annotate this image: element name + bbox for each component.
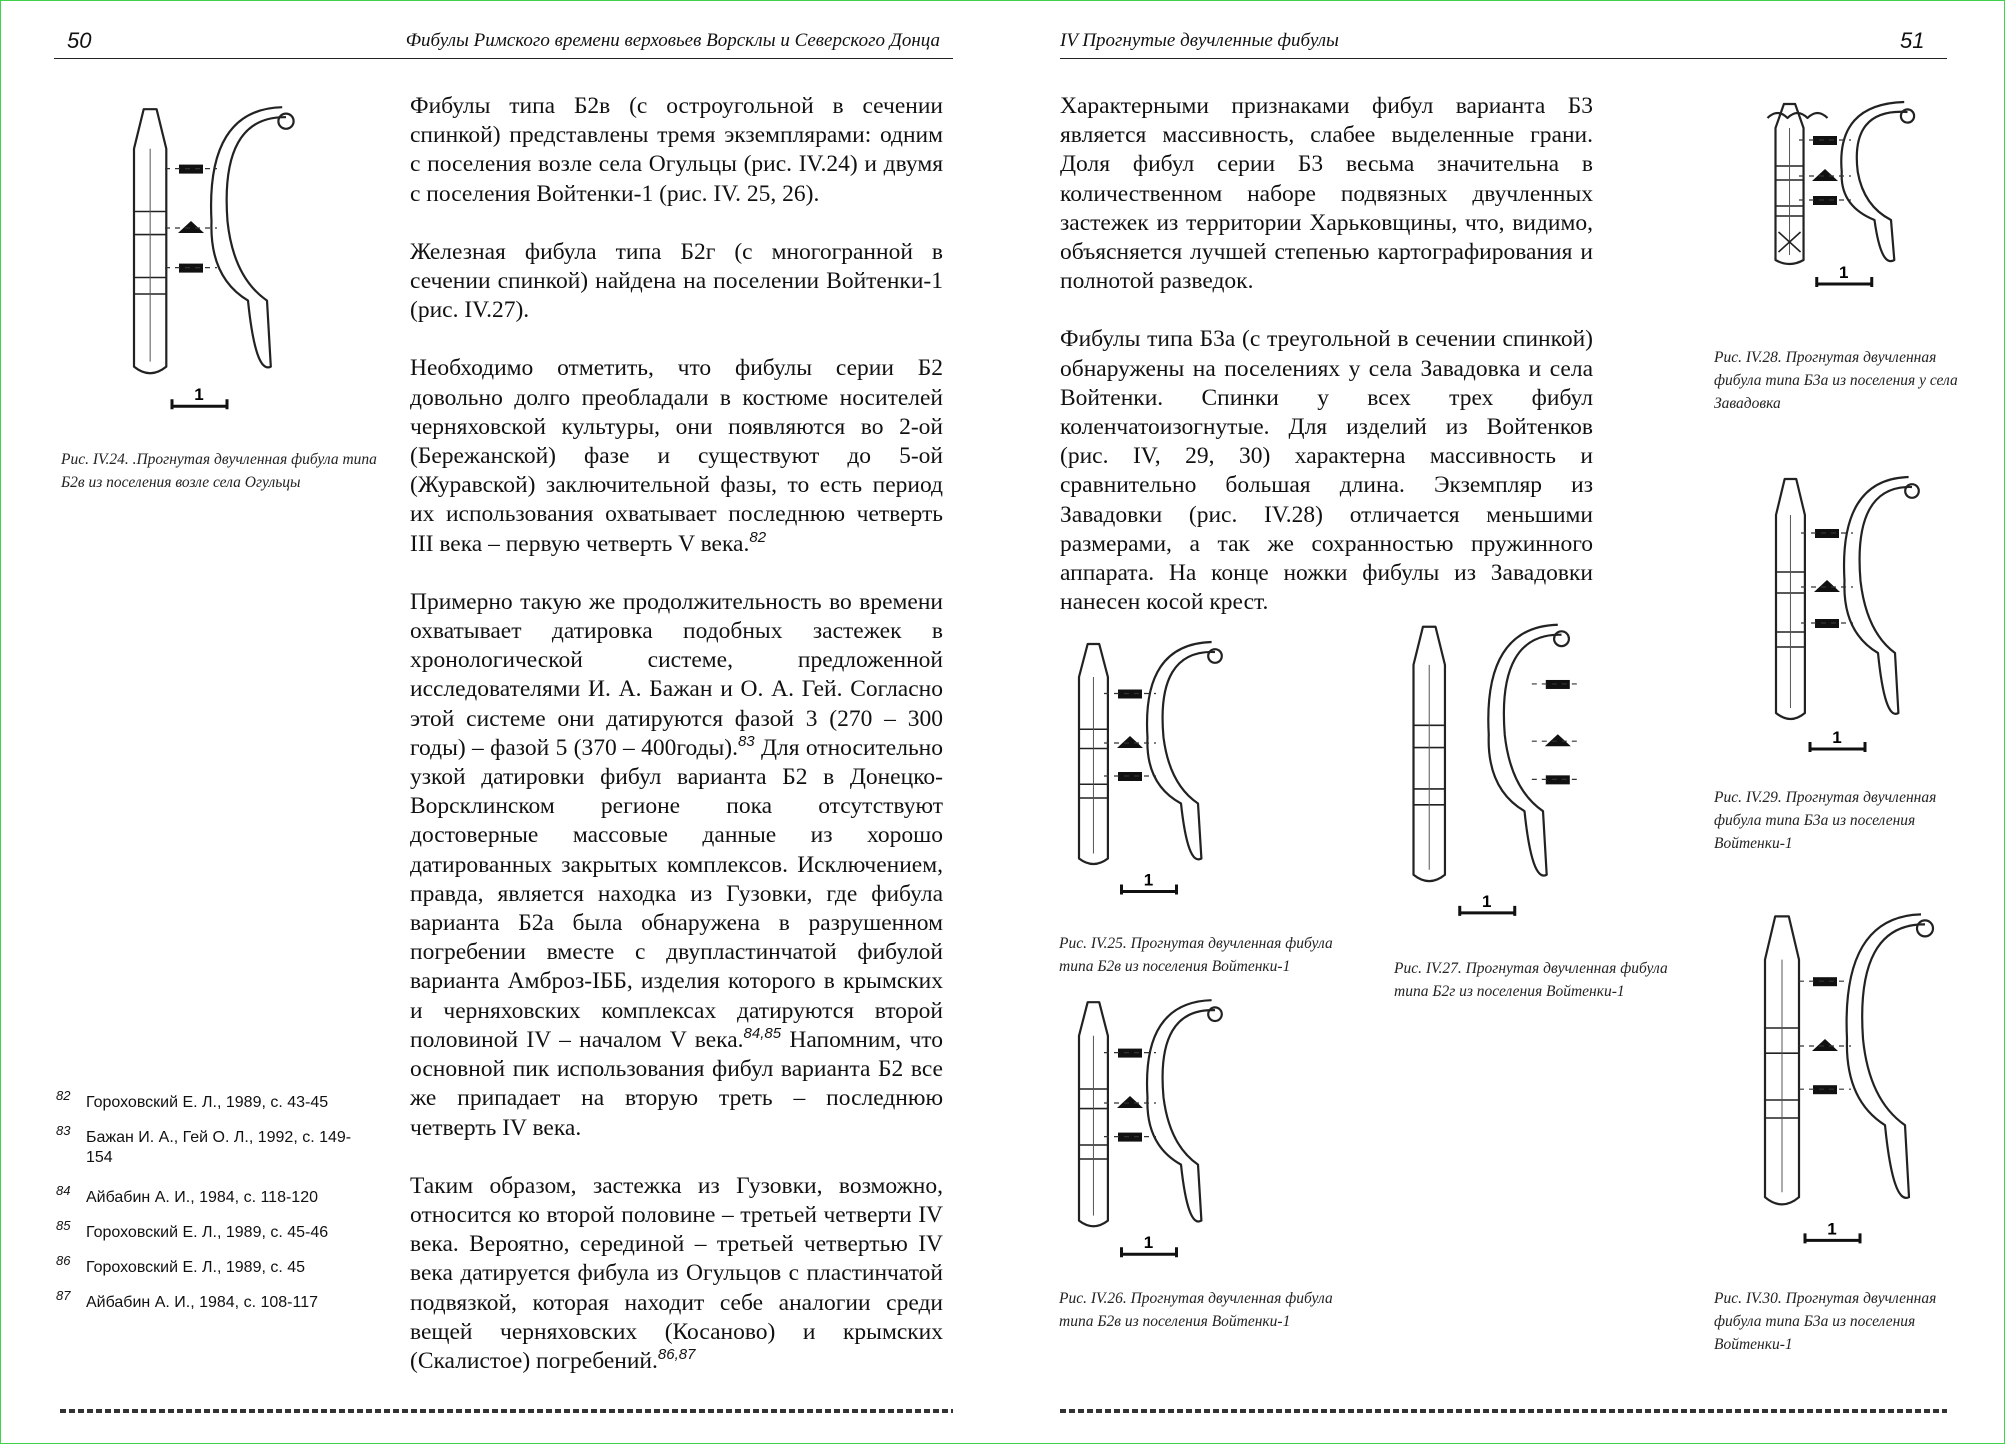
footnote-reference[interactable]: 82 <box>749 528 767 546</box>
scale-bar-label: 1 <box>1832 728 1842 747</box>
footer-rule-right <box>1060 1409 1947 1413</box>
cross-section <box>1545 734 1571 746</box>
figure-iv-30 <box>1745 902 1945 1267</box>
footnote-text: Айбабин А. И., 1984, с. 108-117 <box>86 1294 318 1311</box>
footnote-text: Гороховский Е. Л., 1989, с. 45 <box>86 1259 306 1276</box>
scale-bar-label: 1 <box>1143 1233 1154 1253</box>
footnote <box>56 1123 376 1168</box>
cross-section <box>1814 580 1840 592</box>
fibula-drawing <box>1759 467 1929 767</box>
cross-section <box>178 221 204 233</box>
figure-caption-iv-28: Рис. IV.28. Прогнутая двучленная фибула типа Б3а из поселения у села Завадовка <box>1714 349 1958 412</box>
right-page-number: 51 <box>1900 28 1925 53</box>
fibula-profile-view <box>211 107 286 367</box>
paragraph <box>410 354 943 558</box>
paragraph-text: Для относительно узкой датировки фибул варианта Б2 в Донецко-Ворсклинском регионе пока отсутствуют достоверные массовые данные из хорошо датированных закрытых комплексов. Исключением, правда, является находка из Гузовки, где фибула варианта Б2а была обнаружена в разрушенном погребении вместе с двупластинчатой фибулой варианта Амброз-IББ, изделия которого в крымских и черняховских комплексах датируются второй половиной IV – началом V века. <box>410 734 943 1053</box>
paragraph-text: Таким образом, застежка из Гузовки, возможно, относится ко второй половине – третьей четверти IV века. Вероятно, серединой – третьей четвертью IV века датируется фибула из Огульцов с пластинчатой подвязкой, которая находит себе аналогии среди вещей черняховских (Косаново) и крымских (Скалистое) погребений. <box>410 1172 943 1374</box>
footnote-reference[interactable]: 84,85 <box>743 1025 782 1043</box>
figure-caption-iv-24: Рис. IV.24. .Прогнутая двучленная фибула типа Б2в из поселения возле села Огульцы <box>61 451 377 491</box>
paragraph <box>410 92 943 209</box>
fibula-profile-view <box>1147 1000 1215 1221</box>
footnote-number: 87 <box>56 1288 71 1303</box>
right-running-title: IV Прогнутые двучленные фибулы <box>1060 30 1339 51</box>
footnote-reference[interactable]: 83 <box>737 733 755 751</box>
paragraph-text: Характерными признаками фибул варианта Б3 является массивность, слабее выделенные грани. Доля фибул серии Б3 весьма значительна в количественном наборе подвязных двучленных застежек из территории Харьковщины, что, видимо, объясняется лучшей степенью картографирования и полнотой разведок. <box>1060 93 1593 295</box>
fibula-profile-view <box>1847 914 1925 1198</box>
footnote <box>56 1088 376 1113</box>
footnote-text: Гороховский Е. Л., 1989, с. 45-46 <box>86 1224 329 1241</box>
footnote-number: 85 <box>56 1218 71 1233</box>
figure-caption-iv-27: Рис. IV.27. Прогнутая двучленная фибула типа Б2г из поселения Войтенки-1 <box>1394 960 1668 1000</box>
fibula-profile-view <box>1147 642 1215 859</box>
footnote <box>56 1183 376 1208</box>
fibula-drawing <box>115 96 305 426</box>
footnote-text: Гороховский Е. Л., 1989, с. 43-45 <box>86 1094 329 1111</box>
fibula-drawing <box>1062 991 1232 1271</box>
scale-bar-label: 1 <box>1827 1219 1837 1239</box>
paragraph-text: Необходимо отметить, что фибулы серии Б2 довольно долго преобладали в костюме носителей черняховской культуры, они появляются во 2-ой (Бережанской) фазе и существуют до 5-ой (Журавской) заключительной фазы, то есть период их использования охватывает последнюю четверть III века – первую четверть V века. <box>410 355 943 557</box>
left-running-title: Фибулы Римского времени верховьев Ворсклы и Северского Донца <box>405 30 940 51</box>
paragraph <box>1060 325 1593 617</box>
fibula-drawing <box>1062 633 1232 908</box>
footnote-reference[interactable]: 86,87 <box>657 1346 696 1364</box>
paragraph <box>1060 92 1593 296</box>
fibula-drawing <box>1759 96 1924 296</box>
fibula-profile-view <box>1844 477 1912 714</box>
scale-bar-label: 1 <box>1839 263 1849 282</box>
fibula-profile-view <box>1841 102 1907 261</box>
figure-iv-24 <box>115 96 305 431</box>
fibula-drawing <box>1745 902 1945 1262</box>
footnote <box>56 1288 376 1313</box>
left-body-text <box>410 92 943 1405</box>
header-rule-right <box>1060 58 1947 59</box>
cross-section <box>1117 1096 1143 1108</box>
footer-rule-left <box>60 1409 953 1413</box>
paragraph <box>410 238 943 326</box>
footnote-number: 86 <box>56 1253 71 1268</box>
cross-section <box>1117 736 1143 748</box>
header-rule-left <box>54 58 953 59</box>
left-page-number: 50 <box>67 28 92 53</box>
figure-caption-iv-30: Рис. IV.30. Прогнутая двучленная фибула типа Б3а из поселения Войтенки-1 <box>1714 1290 1937 1353</box>
figure-caption-iv-25: Рис. IV.25. Прогнутая двучленная фибула типа Б2в из поселения Войтенки-1 <box>1059 935 1333 975</box>
figure-iv-29 <box>1759 467 1929 772</box>
paragraph <box>410 588 943 1143</box>
figure-caption-iv-26: Рис. IV.26. Прогнутая двучленная фибула типа Б2в из поселения Войтенки-1 <box>1059 1290 1333 1330</box>
fibula-drawing <box>1395 614 1580 932</box>
spring-eye <box>278 114 293 129</box>
figure-iv-26 <box>1062 991 1232 1276</box>
figure-iv-28 <box>1759 96 1924 301</box>
footnote-text: Бажан И. А., Гей О. Л., 1992, с. 149-154 <box>86 1129 352 1166</box>
spring-coil <box>1768 113 1828 118</box>
footnote-number: 83 <box>56 1123 71 1138</box>
scale-bar-label: 1 <box>1143 870 1154 890</box>
spring-eye <box>1554 631 1569 646</box>
footnote-number: 82 <box>56 1088 71 1103</box>
figure-caption-iv-29: Рис. IV.29. Прогнутая двучленная фибула типа Б3а из поселения Войтенки-1 <box>1714 789 1937 852</box>
cross-section <box>1812 169 1838 181</box>
paragraph <box>410 1172 943 1376</box>
figure-iv-27 <box>1395 614 1580 937</box>
footnote <box>56 1253 376 1278</box>
spring-eye <box>1917 920 1933 936</box>
paragraph-text: Примерно такую же продолжительность во времени охватывает датировка подобных застежек в хронологической системе, предложенной исследователями И. А. Бажан и О. А. Гей. Согласно этой системе они датируются фазой 3 (270 – 300 годы) – фазой 5 (370 – 400годы). <box>410 588 943 761</box>
scale-bar-label: 1 <box>194 385 204 405</box>
right-body-text <box>1060 92 1593 646</box>
cross-section <box>1812 1039 1838 1051</box>
footnote-text: Айбабин А. И., 1984, с. 118-120 <box>86 1189 318 1206</box>
paragraph-text: Железная фибула типа Б2г (с многогранной в сечении спинкой) найдена на поселении Войтенки-1 (рис. IV.27). <box>410 238 943 324</box>
fibula-profile-view <box>1488 625 1561 876</box>
scale-bar-label: 1 <box>1482 891 1492 911</box>
paragraph-text: Фибулы типа Б3а (с треугольной в сечении спинкой) обнаружены на поселениях у села Завадовка и села Войтенки. Спинки у всех трех фибул коленчатоизогнутые. Для изделий из Войтенков (рис. IV, 29, 30) характерна массивность и сравнительно большая длина. Экземпляр из Завадовки (рис. IV.28) отличается меньшими размерами, а так же сохранностью пружинного аппарата. На конце ножки фибулы из Завадовки нанесен косой крест. <box>1060 326 1593 616</box>
footnote-number: 84 <box>56 1183 71 1198</box>
footnote <box>56 1218 376 1243</box>
paragraph-text: Напомним, что основной пик использования фибул варианта Б2 все же припадает на вторую треть – последнюю четверть IV века. <box>410 1026 943 1141</box>
figure-iv-25 <box>1062 633 1232 913</box>
paragraph-text: Фибулы типа Б2в (с остроугольной в сечении спинкой) представлены тремя экземплярами: одним с поселения возле села Огульцы (рис. IV.24) и двумя с поселения Войтенки-1 (рис. IV. 25, 26). <box>410 93 943 207</box>
